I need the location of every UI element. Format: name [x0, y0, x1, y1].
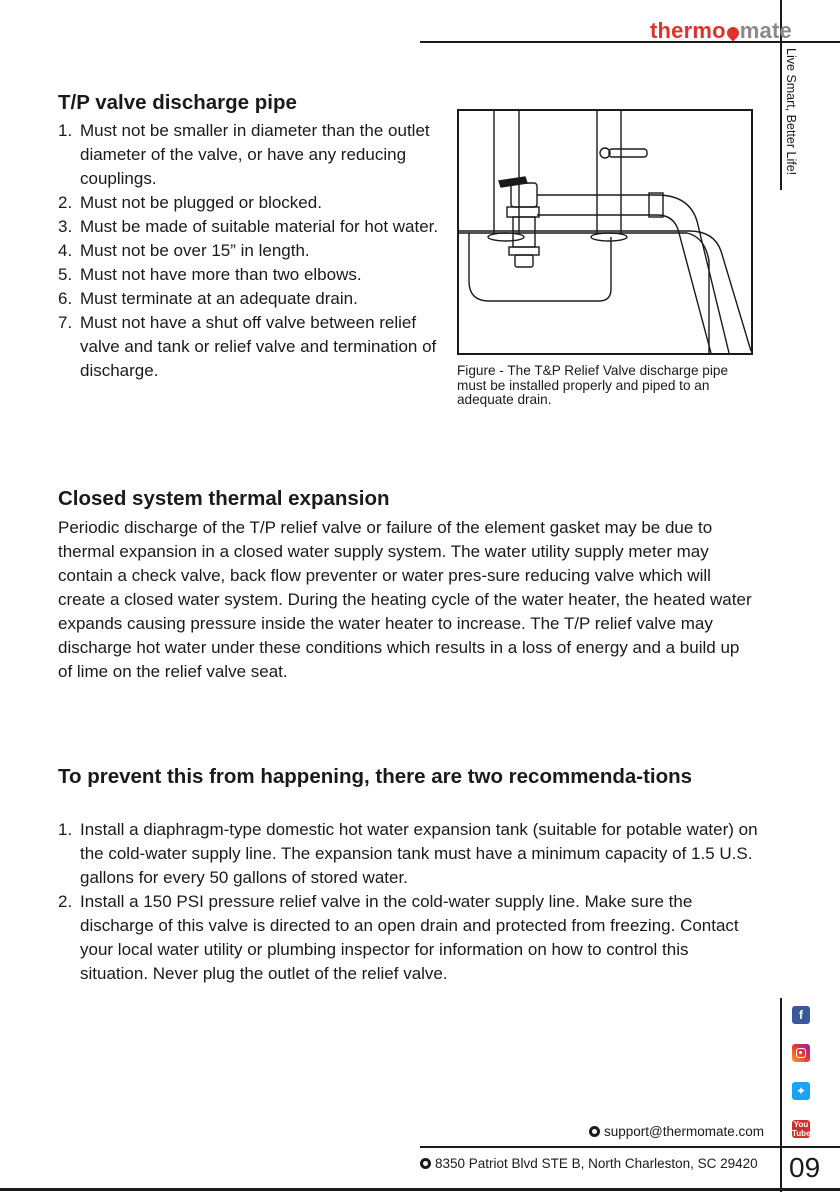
list-item [58, 890, 760, 986]
list-number: 1. [58, 121, 73, 140]
list-item [58, 287, 450, 311]
list-item [58, 311, 450, 383]
facebook-icon[interactable]: f [792, 1006, 810, 1024]
list-item [58, 239, 450, 263]
instagram-icon[interactable] [792, 1044, 810, 1062]
section2-title: Closed system thermal expansion [58, 487, 390, 510]
footer-horizontal-rule [420, 1146, 840, 1148]
list-number: 1. [58, 820, 73, 839]
brand-logo-part2: mate [739, 18, 792, 43]
bottom-rule [0, 1188, 840, 1191]
list-text: Install a diaphragm-type domestic hot water expansion tank (suitable for potable water) on the cold-water supply line. The expansion tank must have a minimum capacity of 1.5 U.S. gallons for every 50 gallons of stored water. [80, 820, 758, 887]
figure-caption: Figure - The T&P Relief Valve discharge pipe must be installed properly and piped to an adequate drain. [457, 363, 729, 407]
list-item [58, 818, 760, 890]
youtube-icon[interactable]: You Tube [792, 1120, 811, 1138]
list-item [58, 119, 450, 191]
address-text: 8350 Patriot Blvd STE B, North Charleston, SC 29420 [435, 1156, 758, 1171]
section3-title: To prevent this from happening, there are two recommenda-tions [58, 765, 693, 788]
list-text: Must be made of suitable material for hot water. [80, 217, 439, 236]
page-number: 09 [789, 1152, 821, 1183]
section1-title: T/P valve discharge pipe [58, 91, 297, 114]
flame-icon [724, 25, 741, 42]
brand-logo-part1: thermo [650, 18, 726, 43]
list-number: 3. [58, 217, 73, 236]
list-item [58, 215, 450, 239]
list-text: Must not have more than two elbows. [80, 265, 362, 284]
list-text: Must terminate at an adequate drain. [80, 289, 358, 308]
list-number: 6. [58, 289, 73, 308]
twitter-icon[interactable]: ✦ [792, 1082, 810, 1100]
list-text: Must not be plugged or blocked. [80, 193, 322, 212]
list-number: 5. [58, 265, 73, 284]
list-text: Must not have a shut off valve between relief valve and tank or relief valve and termination of discharge. [80, 313, 437, 380]
list-item [58, 263, 450, 287]
list-number: 7. [58, 313, 73, 332]
list-item [58, 191, 450, 215]
list-number: 2. [58, 892, 73, 911]
section3-list [58, 818, 760, 986]
list-text: Must not be smaller in diameter than the outlet diameter of the valve, or have any reducing couplings. [80, 121, 430, 188]
section2-body: Periodic discharge of the T/P relief valve or failure of the element gasket may be due to thermal expansion in a closed water supply system. The water utility supply meter may contain a check valve, back flow preventer or water pres-sure reducing valve which will create a closed water system. During the heating cycle of the water heater, the heated water expands causing pressure inside the water heater to increase. The T/P relief valve may discharge hot water under these conditions which results in a loss of energy and a build up of lime on the relief valve seat. [58, 518, 752, 681]
tp-valve-figure [457, 109, 753, 355]
support-email-text: support@thermomate.com [604, 1124, 765, 1139]
list-number: 4. [58, 241, 73, 260]
tp-valve-illustration [459, 111, 751, 353]
list-text: Install a 150 PSI pressure relief valve in the cold-water supply line. Make sure the discharge of this valve is directed to an open drain and protected from freezing. Contact your local water utility or plumbing inspector for information on how to control this situation. Never plug the outlet of the relief valve. [80, 892, 739, 983]
list-text: Must not be over 15” in length. [80, 241, 310, 260]
mail-icon [589, 1126, 600, 1137]
support-email[interactable] [589, 1124, 764, 1139]
brand-logo [650, 18, 792, 44]
location-icon [420, 1158, 431, 1169]
footer-vertical-rule [780, 998, 782, 1192]
tagline: Live Smart, Better Life! [784, 48, 798, 176]
address [420, 1156, 758, 1171]
list-number: 2. [58, 193, 73, 212]
section1-list [58, 119, 450, 383]
